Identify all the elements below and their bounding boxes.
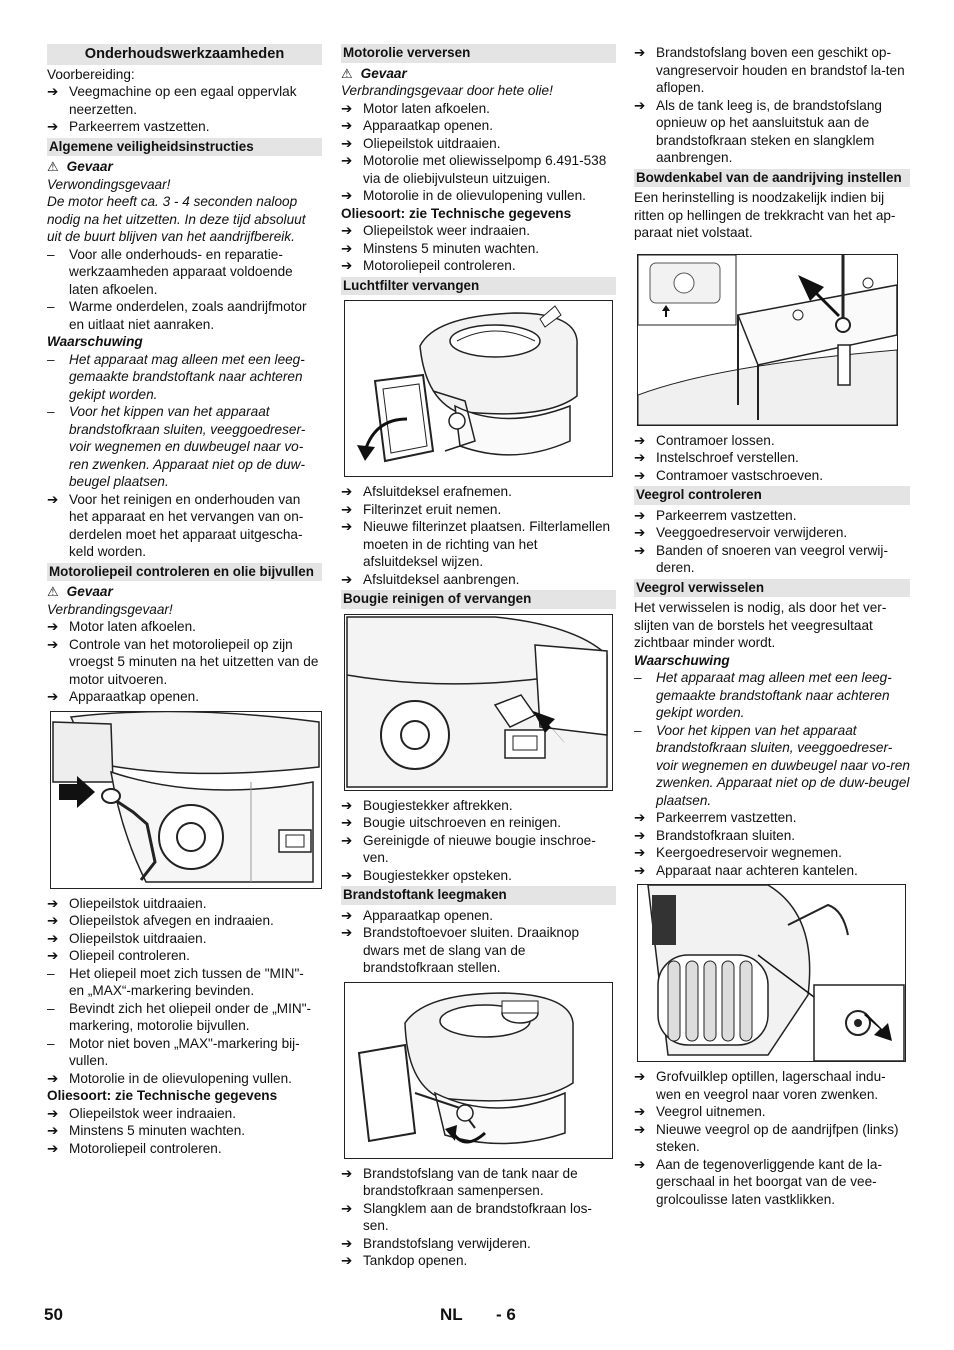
dash-bullet: – xyxy=(47,299,55,314)
list-item xyxy=(341,814,616,832)
tank-steps-3 xyxy=(634,44,910,167)
list-item-text: Filterinzet eruit nemen. xyxy=(363,501,502,517)
danger-label: ⚠ Gevaar xyxy=(47,159,113,174)
list-item-text: Afsluitdeksel erafnemen. xyxy=(363,484,512,499)
list-item xyxy=(341,518,616,571)
list-item xyxy=(634,1156,910,1209)
list-item-text: Oliepeilstok afvegen en indraaien. xyxy=(69,913,274,928)
list-item-text: Motor laten afkoelen. xyxy=(69,619,196,634)
arrow-bullet-icon: ➔ xyxy=(634,862,646,878)
arrow-bullet-icon: ➔ xyxy=(634,97,646,113)
list-item-text: Contramoer vastschroeven. xyxy=(656,467,823,483)
list-item xyxy=(341,483,616,501)
list-item xyxy=(634,449,910,467)
list-item xyxy=(47,1122,322,1140)
arrow-bullet-icon: ➔ xyxy=(634,45,646,60)
arrow-bullet-icon: ➔ xyxy=(47,84,59,99)
list-item xyxy=(47,947,322,965)
list-item xyxy=(634,44,910,97)
arrow-bullet-icon: ➔ xyxy=(341,118,353,133)
list-item xyxy=(47,1140,322,1158)
list-item-text: Oliepeilstok weer indraaien. xyxy=(363,223,530,238)
list-item xyxy=(634,722,910,810)
list-item-text: Parkeerrem vastzetten. xyxy=(656,810,797,825)
list-item-text: Nieuwe filterinzet plaatsen. Filterlamellen moeten in de richting van het afsluitdeksel wijzen. xyxy=(363,519,611,569)
arrow-bullet-icon: ➔ xyxy=(634,507,646,523)
figure-sweep-roller xyxy=(637,884,906,1062)
list-item-text: Motor niet boven „MAX"-markering bij-vullen. xyxy=(69,1035,300,1068)
oil-type-label: Oliesoort: zie Technische gegevens xyxy=(341,205,572,221)
list-item-text: Als de tank leeg is, de brandstofslang opnieuw op het aansluitstuk aan de brandstofkraan steken en slangklem aanbrengen. xyxy=(656,97,882,165)
list-item xyxy=(47,965,322,1000)
arrow-bullet-icon: ➔ xyxy=(341,240,353,256)
arrow-bullet-icon: ➔ xyxy=(341,1200,353,1216)
list-item xyxy=(634,507,910,525)
list-item-text: Apparaatkap openen. xyxy=(69,689,200,704)
warning-triangle-icon: ⚠ xyxy=(47,159,59,174)
tank-steps xyxy=(341,907,616,977)
cable-intro: Een herinstelling is noodzakelijk indien bij ritten op hellingen de trekkracht van het ap-paraat niet volstaat. xyxy=(634,190,896,240)
list-item xyxy=(341,117,616,135)
dash-bullet: – xyxy=(47,351,55,367)
list-item-text: Motoroliepeil controleren. xyxy=(69,1140,222,1156)
list-item xyxy=(634,1103,910,1121)
list-item xyxy=(634,669,910,722)
danger-text: Verwondingsgevaar! De motor heeft ca. 3 - 4 seconden naloop nodig na het uitzetten. In deze tijd absoluut uit de buurt blijven van het aandrijfbereik. xyxy=(47,176,306,244)
oil-steps-4 xyxy=(47,1105,322,1158)
arrow-bullet-icon: ➔ xyxy=(341,797,353,813)
list-item xyxy=(341,135,616,153)
arrow-bullet-icon: ➔ xyxy=(634,810,646,825)
list-item-text: Slangklem aan de brandstofkraan los-sen. xyxy=(363,1200,592,1233)
list-item-text: Het apparaat mag alleen met een leeg-gemaakte brandstoftank naar achteren gekipt worden. xyxy=(656,670,892,720)
air-filter-heading: Luchtfilter vervangen xyxy=(341,277,616,296)
list-item-text: Banden of snoeren van veegrol verwij-deren. xyxy=(656,542,888,575)
arrow-bullet-icon: ➔ xyxy=(341,153,353,168)
list-item xyxy=(47,895,322,913)
list-item xyxy=(634,542,910,577)
arrow-bullet-icon: ➔ xyxy=(634,845,646,860)
arrow-bullet-icon: ➔ xyxy=(341,501,353,517)
arrow-bullet-icon: ➔ xyxy=(47,636,59,652)
engine-dipstick-illustration xyxy=(51,712,321,888)
list-item-text: Veeggoedreservoir verwijderen. xyxy=(656,525,848,540)
list-item-text: Oliepeilstok uitdraaien. xyxy=(69,930,207,946)
air-steps xyxy=(341,483,616,588)
dash-bullet: – xyxy=(47,1035,55,1051)
list-item xyxy=(634,809,910,827)
list-item xyxy=(634,97,910,167)
list-item xyxy=(47,930,322,948)
bowden-cable-heading: Bowdenkabel van de aandrijving instellen xyxy=(634,169,910,188)
figure-oil-dipstick xyxy=(50,711,322,889)
list-item-text: Motoroliepeil controleren. xyxy=(363,258,516,273)
list-item-text: Grofvuilklep optillen, lagerschaal indu-wen en veegrol naar voren zwenken. xyxy=(656,1069,886,1102)
safety-dashes xyxy=(47,246,322,334)
dash-bullet: – xyxy=(47,1000,55,1016)
list-item-text: Veegrol uitnemen. xyxy=(656,1104,766,1119)
arrow-bullet-icon: ➔ xyxy=(634,1069,646,1084)
list-item-text: Brandstofslang van de tank naar de brandstofkraan samenpersen. xyxy=(363,1165,578,1198)
section-title: Onderhoudswerkzaamheden xyxy=(47,44,322,65)
arrow-bullet-icon: ➔ xyxy=(634,827,646,843)
oil-type-label: Oliesoort: zie Technische gegevens xyxy=(47,1088,278,1103)
list-item-text: Brandstofkraan sluiten. xyxy=(656,827,796,843)
list-item xyxy=(341,1165,616,1200)
list-item xyxy=(47,118,322,136)
swap-steps-2 xyxy=(634,1068,910,1208)
list-item-text: Motorolie in de olievulopening vullen. xyxy=(363,188,586,203)
list-item-text: Instelschroef verstellen. xyxy=(656,450,799,465)
warning-dashes xyxy=(47,351,322,491)
plug-steps xyxy=(341,797,616,885)
warning-label: Waarschuwing xyxy=(47,334,143,349)
arrow-bullet-icon: ➔ xyxy=(341,867,353,883)
arrow-bullet-icon: ➔ xyxy=(341,571,353,587)
arrow-bullet-icon: ➔ xyxy=(341,484,353,499)
fuel-tank-illustration xyxy=(345,983,612,1158)
spark-plug-heading: Bougie reinigen of vervangen xyxy=(341,590,616,609)
arrow-bullet-icon: ➔ xyxy=(341,832,353,848)
list-item-text: Brandstofslang verwijderen. xyxy=(363,1235,531,1251)
dash-bullet: – xyxy=(47,965,55,981)
arrow-bullet-icon: ➔ xyxy=(47,689,59,704)
list-item xyxy=(47,688,322,706)
figure-fuel-tank xyxy=(344,982,613,1159)
list-item xyxy=(47,83,322,118)
list-item-text: Bougiestekker opsteken. xyxy=(363,867,512,883)
list-item xyxy=(341,867,616,885)
list-item-text: Veegmachine op een egaal oppervlak neerzetten. xyxy=(69,84,297,117)
list-item-text: Warme onderdelen, zoals aandrijfmotor en uitlaat niet aanraken. xyxy=(69,299,307,332)
arrow-bullet-icon: ➔ xyxy=(47,895,59,911)
arrow-bullet-icon: ➔ xyxy=(634,1104,646,1119)
arrow-bullet-icon: ➔ xyxy=(341,188,353,203)
warning-triangle-icon: ⚠ xyxy=(47,584,59,599)
list-item xyxy=(47,403,322,491)
list-item xyxy=(47,618,322,636)
list-item xyxy=(341,152,616,187)
arrow-bullet-icon: ➔ xyxy=(47,1123,59,1138)
arrow-bullet-icon: ➔ xyxy=(341,223,353,238)
figure-bowden-cable xyxy=(637,254,898,426)
danger-text: Verbrandingsgevaar! xyxy=(47,601,173,617)
arrow-bullet-icon: ➔ xyxy=(47,1105,59,1121)
list-item xyxy=(341,501,616,519)
list-item-text: Oliepeilstok uitdraaien. xyxy=(69,895,207,911)
list-item xyxy=(341,1235,616,1253)
page-number: 50 xyxy=(44,1305,63,1324)
list-item xyxy=(341,924,616,977)
sweep-roller-swap-heading: Veegrol verwisselen xyxy=(634,579,910,598)
arrow-bullet-icon: ➔ xyxy=(47,913,59,928)
list-item xyxy=(634,432,910,450)
list-item-text: Oliepeilstok uitdraaien. xyxy=(363,135,501,151)
arrow-bullet-icon: ➔ xyxy=(341,907,353,923)
arrow-bullet-icon: ➔ xyxy=(341,1253,353,1268)
list-item-text: Gereinigde of nieuwe bougie inschroe-ven. xyxy=(363,832,596,865)
list-item xyxy=(634,862,910,880)
list-item xyxy=(47,636,322,689)
list-item-text: Het apparaat mag alleen met een leeg-gemaakte brandstoftank naar achteren gekipt worden. xyxy=(69,351,305,402)
list-item: ➔ Voor het reinigen en onderhouden van het apparaat en het vervangen van on-derdelen moet het apparaat uitgescha-keld worden. xyxy=(47,491,304,559)
cable-steps xyxy=(634,432,910,485)
column-left xyxy=(47,44,322,1157)
list-item xyxy=(341,1200,616,1235)
arrow-bullet-icon: ➔ xyxy=(341,100,353,116)
list-item xyxy=(47,351,322,404)
column-middle xyxy=(341,44,616,1270)
warning-dashes xyxy=(634,669,910,809)
arrow-bullet-icon: ➔ xyxy=(341,925,353,940)
safety-heading: Algemene veiligheidsinstructies xyxy=(47,138,322,157)
spark-plug-illustration xyxy=(345,615,612,790)
arrow-bullet-icon: ➔ xyxy=(634,525,646,540)
arrow-bullet-icon: ➔ xyxy=(634,542,646,558)
arrow-bullet-icon: ➔ xyxy=(634,467,646,483)
list-item: ➔ Motorolie in de olievulopening vullen. xyxy=(47,1070,292,1086)
list-item-text: Motor laten afkoelen. xyxy=(363,100,490,116)
list-item-text: Motorolie met oliewisselpomp 6.491-538 via de oliebijvulsteun uitzuigen. xyxy=(363,153,607,186)
sweep-roller-check-heading: Veegrol controleren xyxy=(634,486,910,505)
list-item-text: Voor alle onderhouds- en reparatie-werkzaamheden apparaat voldoende laten afkoelen. xyxy=(69,246,293,297)
figure-spark-plug xyxy=(344,614,613,791)
list-item-text: Bougie uitschroeven en reinigen. xyxy=(363,815,561,830)
list-item-text: Oliepeil controleren. xyxy=(69,948,190,963)
list-item-text: Brandstoftoevoer sluiten. Draaiknop dwars met de slang van de brandstofkraan stellen. xyxy=(363,925,580,975)
arrow-bullet-icon: ➔ xyxy=(341,135,353,151)
warning-label: Waarschuwing xyxy=(634,652,730,668)
list-item xyxy=(341,1252,616,1270)
arrow-bullet-icon: ➔ xyxy=(341,519,353,534)
list-item xyxy=(47,1035,322,1070)
tank-steps-2 xyxy=(341,1165,616,1270)
list-item-text: Aan de tegenoverliggende kant de la-gerschaal in het boorgat van de vee-grolcoulisse laten vastklikken. xyxy=(656,1156,882,1207)
list-item xyxy=(341,797,616,815)
column-right xyxy=(634,44,910,1208)
list-item xyxy=(341,240,616,258)
sweep-roller-illustration xyxy=(638,885,905,1061)
list-item-text: Brandstofslang boven een geschikt op-vangreservoir houden en brandstof la-ten aflopen. xyxy=(656,45,905,95)
figure-air-filter xyxy=(344,300,613,477)
list-item xyxy=(634,844,910,862)
list-item xyxy=(634,1068,910,1103)
list-item-text: Oliepeilstok weer indraaien. xyxy=(69,1105,236,1121)
arrow-bullet-icon: ➔ xyxy=(634,1156,646,1172)
list-item-text: Parkeerrem vastzetten. xyxy=(656,507,797,523)
list-item xyxy=(634,524,910,542)
list-item xyxy=(47,1000,322,1035)
swap-intro: Het verwisselen is nodig, als door het ver-slijten van de borstels het veegresultaat zichtbaar minder wordt. xyxy=(634,600,887,650)
arrow-bullet-icon: ➔ xyxy=(47,930,59,946)
change-steps-2 xyxy=(341,222,616,275)
prep-label: Voorbereiding: xyxy=(47,66,135,82)
oil-steps xyxy=(47,618,322,706)
list-item-text: Keergoedreservoir wegnemen. xyxy=(656,845,842,860)
list-item-text: Tankdop openen. xyxy=(363,1253,468,1268)
list-item xyxy=(634,467,910,485)
list-item xyxy=(341,907,616,925)
list-item xyxy=(341,257,616,275)
roll-steps xyxy=(634,507,910,577)
list-item-text: Voor het kippen van het apparaat brandstofkraan sluiten, veeggoedreser-voir wegnemen en duwbeugel naar vo-ren zwenken. Apparaat niet op de duw-beugel plaatsen. xyxy=(656,722,910,808)
list-item xyxy=(634,827,910,845)
sub-page-number: - 6 xyxy=(496,1305,516,1324)
arrow-bullet-icon: ➔ xyxy=(47,619,59,634)
language-code: NL xyxy=(440,1305,463,1324)
arrow-bullet-icon: ➔ xyxy=(341,815,353,830)
list-item xyxy=(341,832,616,867)
arrow-bullet-icon: ➔ xyxy=(634,432,646,448)
list-item xyxy=(47,298,322,333)
change-steps xyxy=(341,100,616,205)
list-item xyxy=(47,246,322,299)
list-item-text: Apparaatkap openen. xyxy=(363,907,494,923)
list-item-text: Nieuwe veegrol op de aandrijfpen (links) steken. xyxy=(656,1121,899,1154)
oil-heading: Motoroliepeil controleren en olie bijvullen xyxy=(47,563,322,582)
list-item-text: Contramoer lossen. xyxy=(656,432,775,448)
danger-label: ⚠ Gevaar xyxy=(341,65,407,81)
prep-steps xyxy=(47,83,322,136)
list-item xyxy=(341,100,616,118)
list-item-text: Het oliepeil moet zich tussen de "MIN"- en „MAX“-markering bevinden. xyxy=(69,965,304,998)
list-item xyxy=(47,912,322,930)
list-item-text: Minstens 5 minuten wachten. xyxy=(69,1123,246,1138)
arrow-bullet-icon: ➔ xyxy=(47,1140,59,1156)
list-item-text: Bevindt zich het oliepeil onder de „MIN"-markering, motorolie bijvullen. xyxy=(69,1000,312,1033)
list-item-text: Apparaat naar achteren kantelen. xyxy=(656,862,858,878)
list-item xyxy=(341,187,616,205)
list-item-text: Controle van het motoroliepeil op zijn vroegst 5 minuten na het uitzetten van de motor uitvoeren. xyxy=(69,636,319,687)
arrow-bullet-icon: ➔ xyxy=(47,948,59,963)
danger-text: Verbrandingsgevaar door hete olie! xyxy=(341,83,553,98)
dash-bullet: – xyxy=(634,670,642,685)
list-item xyxy=(341,222,616,240)
oil-steps-2 xyxy=(47,895,322,965)
arrow-bullet-icon: ➔ xyxy=(634,450,646,465)
list-item xyxy=(47,1105,322,1123)
arrow-bullet-icon: ➔ xyxy=(341,1235,353,1251)
arrow-bullet-icon: ➔ xyxy=(634,1121,646,1137)
dash-bullet: – xyxy=(634,722,642,738)
bowden-cable-illustration xyxy=(638,255,897,425)
arrow-bullet-icon: ➔ xyxy=(341,1165,353,1181)
dash-bullet: – xyxy=(47,404,55,419)
list-item-text: Bougiestekker aftrekken. xyxy=(363,797,513,813)
warning-triangle-icon: ⚠ xyxy=(341,65,353,81)
danger-label: ⚠ Gevaar xyxy=(47,584,113,599)
list-item-text: Apparaatkap openen. xyxy=(363,118,494,133)
dash-bullet: – xyxy=(47,246,55,262)
list-item-text: Parkeerrem vastzetten. xyxy=(69,119,210,134)
list-item-text: Voor het kippen van het apparaat brandstofkraan sluiten, veeggoedreser-voir wegnemen en duwbeugel naar vo-ren zwenken. Apparaat niet op de duw-beugel plaatsen. xyxy=(69,404,306,489)
fuel-tank-heading: Brandstoftank leegmaken xyxy=(341,886,616,905)
oil-dashes xyxy=(47,965,322,1070)
list-item xyxy=(341,571,616,589)
air-filter-illustration xyxy=(345,301,612,476)
swap-steps xyxy=(634,809,910,879)
list-item-text: Afsluitdeksel aanbrengen. xyxy=(363,571,520,587)
list-item xyxy=(634,1121,910,1156)
oil-change-heading: Motorolie verversen xyxy=(341,44,616,63)
list-item-text: Minstens 5 minuten wachten. xyxy=(363,240,540,256)
arrow-bullet-icon: ➔ xyxy=(47,119,59,134)
arrow-bullet-icon: ➔ xyxy=(341,258,353,273)
